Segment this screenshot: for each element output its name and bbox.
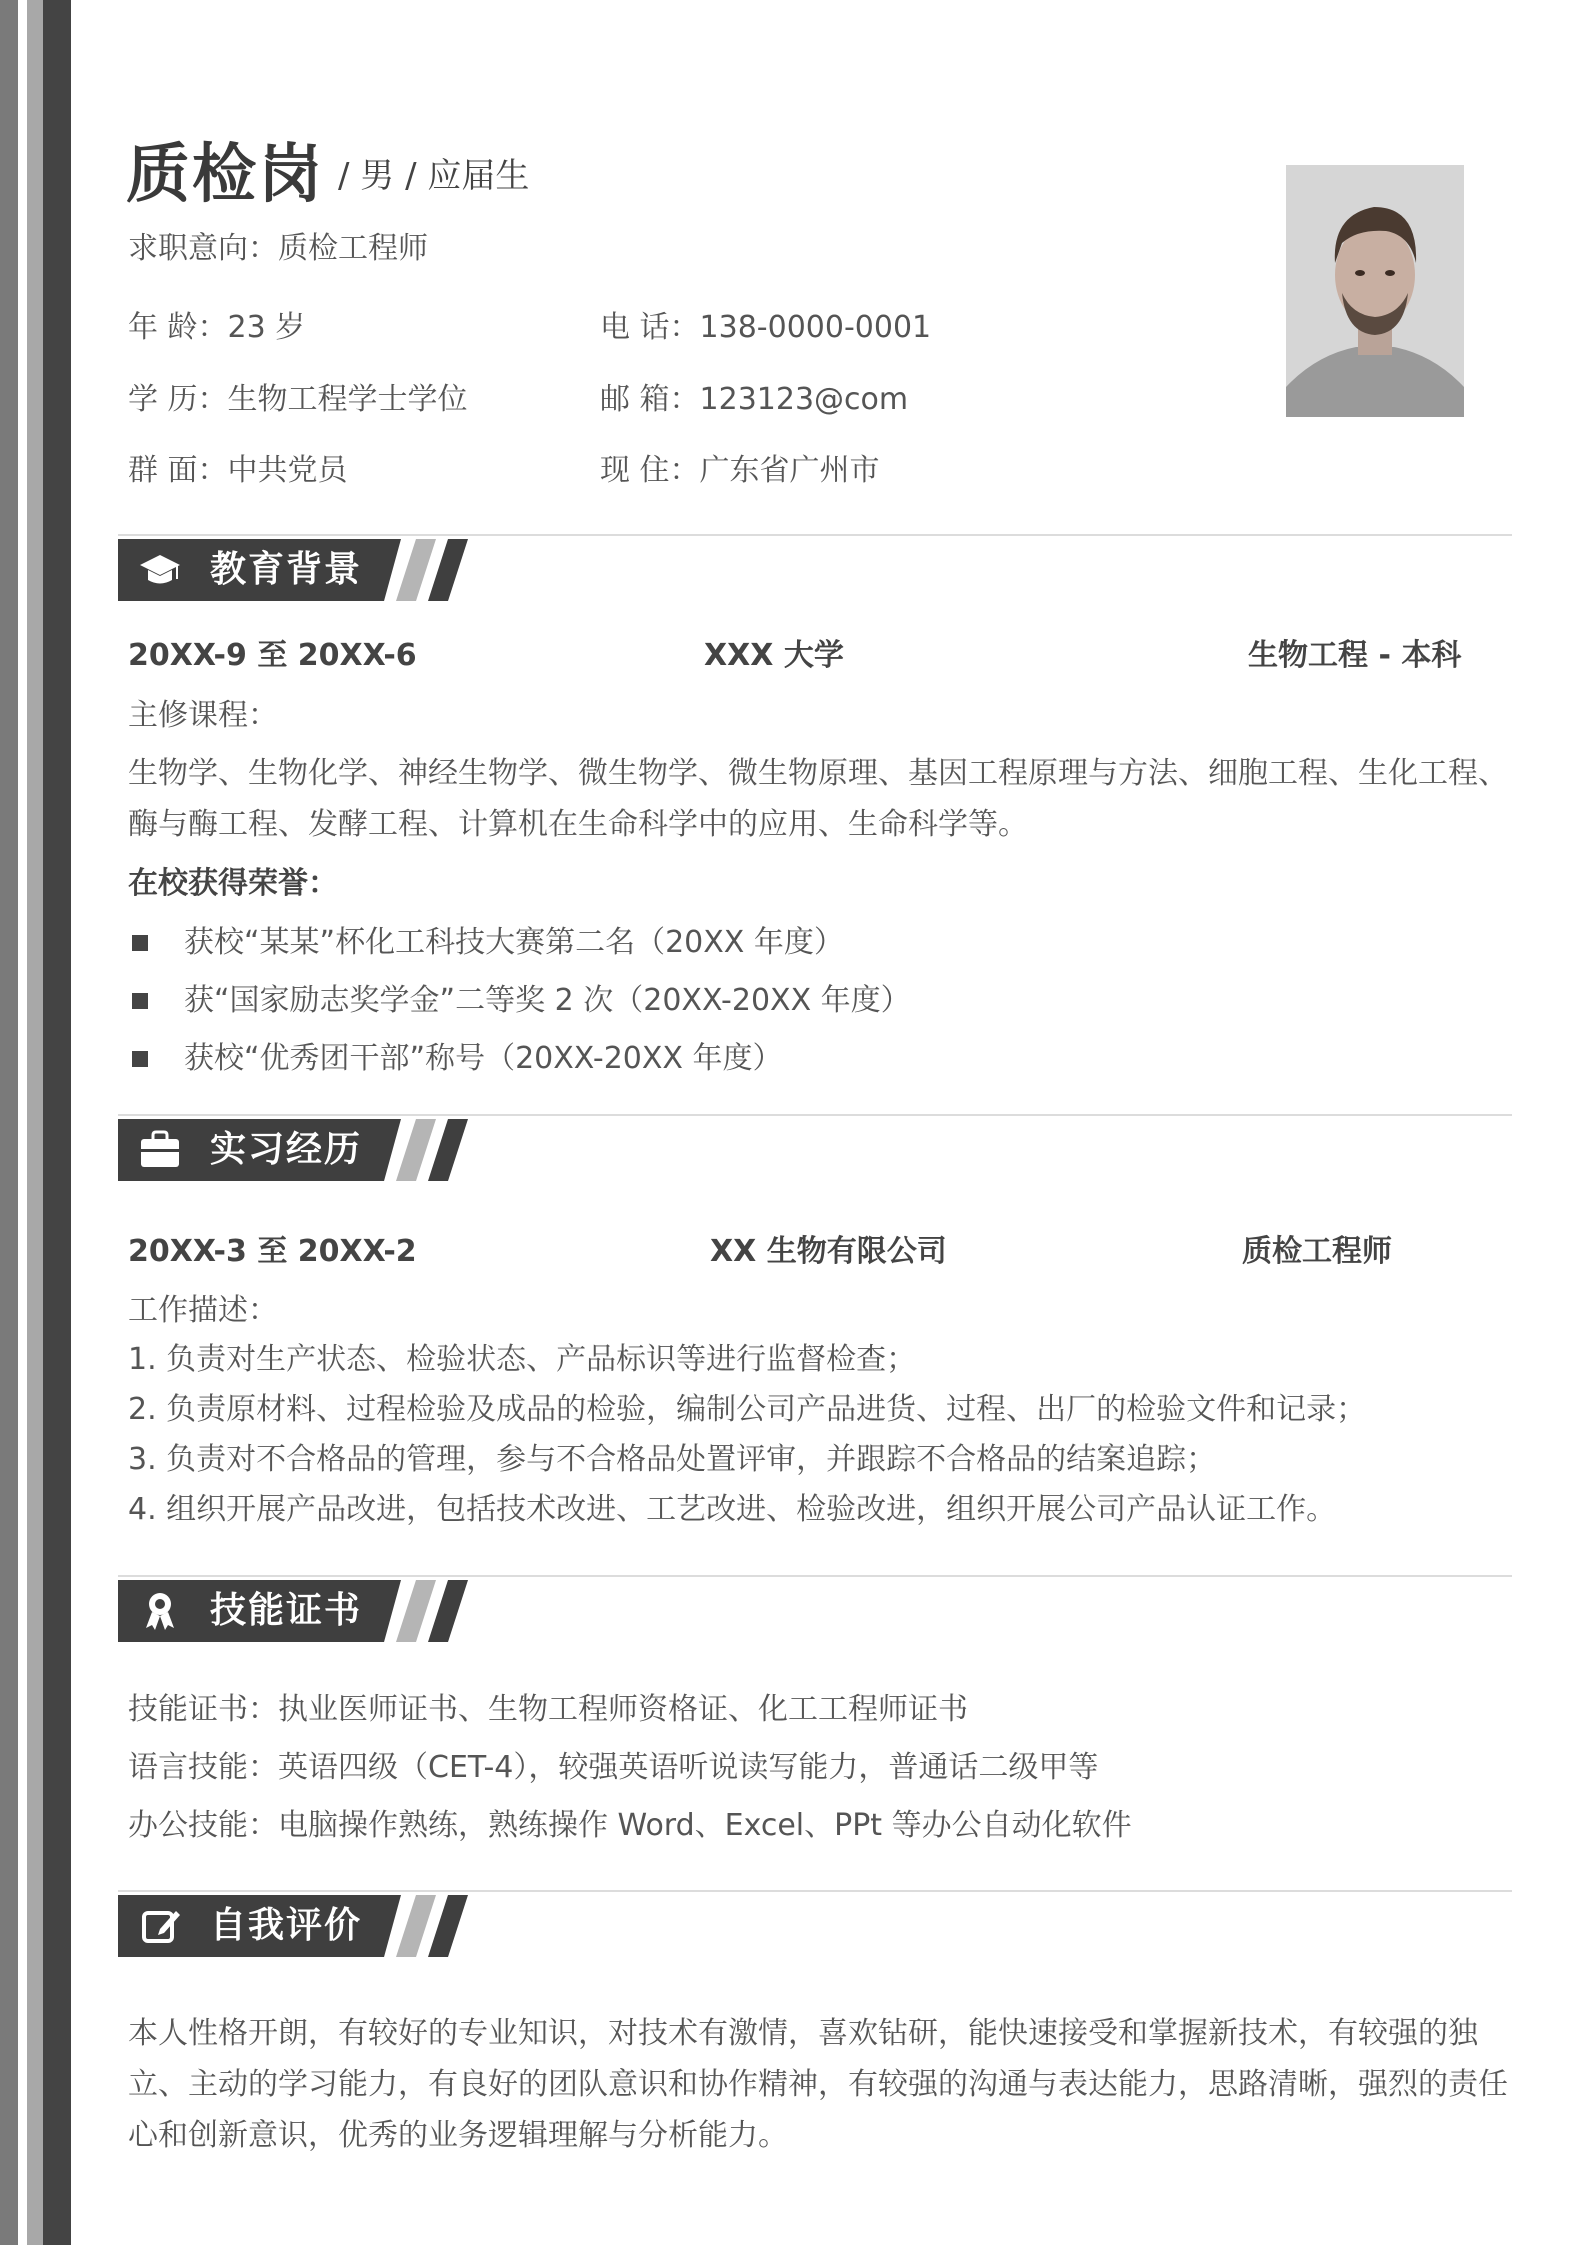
work-item: 1. 负责对生产状态、检验状态、产品标识等进行监督检查； — [128, 1342, 917, 1377]
section-header-skills — [118, 1580, 470, 1642]
bullet-square — [132, 1051, 148, 1067]
info-email: 邮 箱：123123@com — [600, 382, 909, 417]
education-school: XXX 大学 — [704, 638, 844, 673]
info-education: 学 历：生物工程学士学位 — [128, 382, 468, 417]
self-evaluation-text: 本人性格开朗，有较好的专业知识，对技术有激情，喜欢钻研，能快速接受和掌握新技术，有较强的独立、主动的学习能力，有良好的团队意识和协作精神，有较强的沟通与表达能力，思路清晰，强烈的责任心和创新意识，优秀的业务逻辑理解与分析能力。 — [128, 2016, 1508, 2153]
education-major: 生物工程 - 本科 — [1248, 638, 1462, 673]
left-stripe-light — [0, 0, 18, 2245]
info-address: 现 住：广东省广州市 — [600, 453, 880, 488]
edit-icon — [138, 1905, 182, 1947]
candidate-name: 质检岗 — [126, 138, 324, 212]
info-phone: 电 话：138-0000-0001 — [600, 310, 932, 345]
briefcase-icon — [138, 1129, 182, 1171]
work-item: 2. 负责原材料、过程检验及成品的检验，编制公司产品进货、过程、出厂的检验文件和记录； — [128, 1392, 1367, 1427]
divider — [118, 1114, 1512, 1116]
section-title-self: 自我评价 — [210, 1905, 363, 1946]
honors-label: 在校获得荣誉： — [128, 866, 338, 901]
section-title-internship: 实习经历 — [210, 1129, 363, 1170]
left-stripe-dark — [43, 0, 71, 2245]
candidate-gender-status: / 男 / 应届生 — [338, 156, 530, 196]
bullet-square — [132, 935, 148, 951]
skill-certificates: 技能证书：执业医师证书、生物工程师资格证、化工工程师证书 — [128, 1692, 968, 1727]
education-date: 20XX-9 至 20XX-6 — [128, 638, 417, 673]
person-photo-icon — [1286, 165, 1464, 417]
divider — [118, 1890, 1512, 1892]
section-title-education: 教育背景 — [210, 549, 363, 590]
work-desc-label: 工作描述： — [128, 1293, 278, 1328]
work-item: 4. 组织开展产品改进，包括技术改进、工艺改进、检验改进，组织开展公司产品认证工作。 — [128, 1492, 1337, 1527]
honor-item: 获校“优秀团干部”称号（20XX-20XX 年度） — [184, 1041, 783, 1076]
work-desc-list — [128, 1340, 1378, 1542]
honor-item: 获“国家励志奖学金”二等奖 2 次（20XX-20XX 年度） — [184, 983, 911, 1018]
info-age: 年 龄：23 岁 — [128, 310, 306, 345]
internship-company: XX 生物有限公司 — [710, 1234, 947, 1269]
work-item: 3. 负责对不合格品的管理，参与不合格品处置评审，并跟踪不合格品的结案追踪； — [128, 1442, 1217, 1477]
honor-item: 获校“某某”杯化工科技大赛第二名（20XX 年度） — [184, 925, 844, 960]
section-header-internship — [118, 1119, 470, 1181]
section-header-self — [118, 1895, 470, 1957]
internship-position: 质检工程师 — [1242, 1234, 1392, 1269]
courses-text: 生物学、生物化学、神经生物学、微生物学、微生物原理、基因工程原理与方法、细胞工程、生化工程、酶与酶工程、发酵工程、计算机在生命科学中的应用、生命科学等。 — [128, 756, 1508, 842]
divider — [118, 534, 1512, 536]
skill-office: 办公技能：电脑操作熟练，熟练操作 Word、Excel、PPt 等办公自动化软件 — [128, 1808, 1132, 1843]
internship-date: 20XX-3 至 20XX-2 — [128, 1234, 417, 1269]
profile-photo — [1286, 165, 1464, 417]
divider — [118, 1575, 1512, 1577]
award-icon — [138, 1590, 182, 1632]
job-intent: 求职意向：质检工程师 — [128, 231, 428, 266]
skill-language: 语言技能：英语四级（CET-4），较强英语听说读写能力，普通话二级甲等 — [128, 1750, 1099, 1785]
bullet-square — [132, 993, 148, 1009]
graduation-cap-icon — [138, 549, 182, 591]
section-header-education — [118, 539, 470, 601]
section-title-skills: 技能证书 — [210, 1590, 363, 1631]
courses-label: 主修课程： — [128, 698, 278, 733]
left-stripe-mid — [27, 0, 43, 2245]
info-political: 群 面：中共党员 — [128, 453, 348, 488]
